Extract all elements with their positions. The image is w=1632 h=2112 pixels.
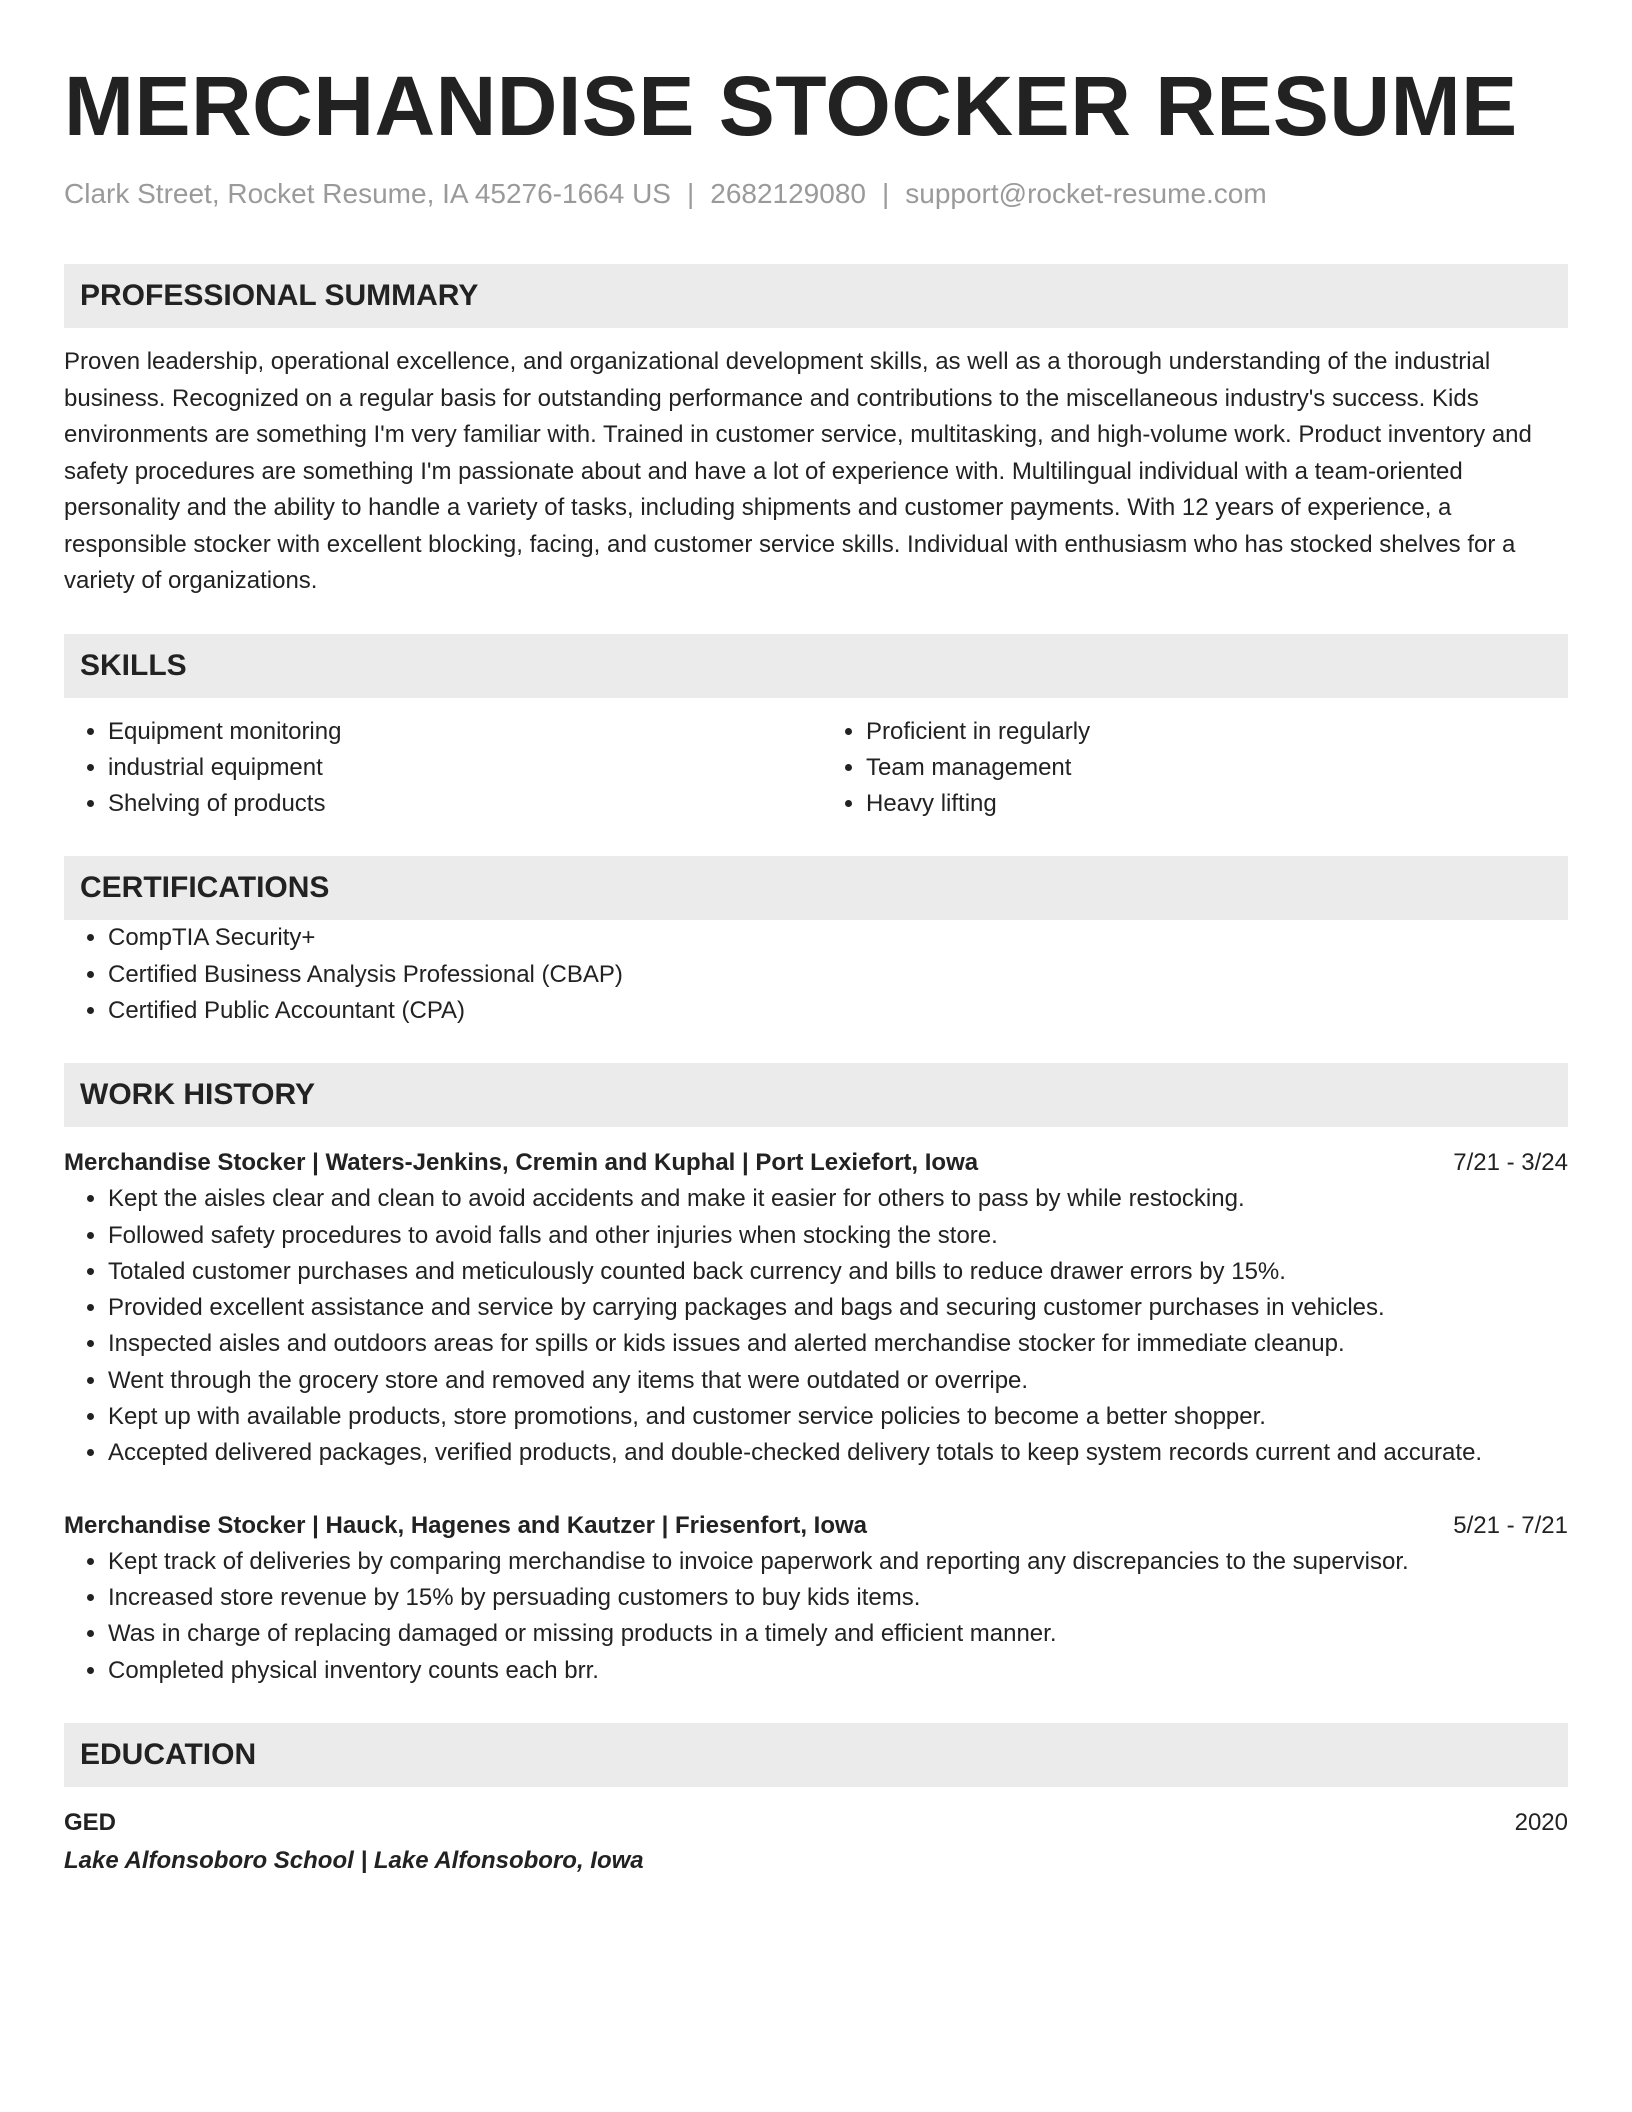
skills-list-left [64, 714, 816, 823]
certification-item: • Certified Business Analysis Professional (CBAP) [108, 957, 1568, 993]
job-bullet: • Was in charge of replacing damaged or missing products in a timely and efficient manner. [108, 1616, 1568, 1652]
education-header [64, 1805, 1568, 1841]
job-bullet: • Kept up with available products, store promotions, and customer service policies to become a better shopper. [108, 1399, 1568, 1435]
resume-title: MERCHANDISE STOCKER RESUME [64, 59, 1518, 153]
job-bullet: • Kept the aisles clear and clean to avoid accidents and make it easier for others to pass by while restocking. [108, 1181, 1568, 1217]
job-bullet: • Accepted delivered packages, verified products, and double-checked delivery totals to keep system records current and accurate. [108, 1435, 1568, 1471]
job-bullet: • Provided excellent assistance and service by carrying packages and bags and securing customer purchases in vehicles. [108, 1290, 1568, 1326]
job-header [64, 1145, 1568, 1181]
summary-text: Proven leadership, operational excellence, and organizational development skills, as well as a thorough understanding of the industrial business. Recognized on a regular basis for outstanding performance and contributions to the miscellaneous industry's success. Kids environments are something I'm very familiar with. Trained in customer service, multitasking, and high-volume work. Product inventory and safety procedures are something I'm passionate about and have a lot of experience with. Multilingual individual with a team-oriented personality and the ability to handle a variety of tasks, including shipments and customer payments. With 12 years of experience, a responsible stocker with excellent blocking, facing, and customer service skills. Individual with enthusiasm who has stocked shelves for a variety of organizations. [64, 348, 1532, 594]
job-dates: 5/21 - 7/21 [1453, 1511, 1568, 1539]
skill-item: • Shelving of products [108, 786, 816, 822]
skill-item: • Proficient in regularly [866, 714, 1568, 750]
education-degree: GED [64, 1808, 117, 1836]
job-dates: 7/21 - 3/24 [1453, 1149, 1568, 1177]
job-title: Merchandise Stocker | Hauck, Hagenes and Kautzer | Friesenfort, Iowa [64, 1511, 868, 1539]
contact-line [64, 176, 1568, 212]
section-header-skills: SKILLS [64, 634, 1568, 698]
job-bullet: • Increased store revenue by 15% by persuading customers to buy kids items. [108, 1580, 1568, 1616]
certifications-list [64, 920, 1568, 1029]
job-bullet: • Went through the grocery store and removed any items that were outdated or overripe. [108, 1363, 1568, 1399]
section-header-summary: PROFESSIONAL SUMMARY [64, 264, 1568, 328]
contact-email: support@rocket-resume.com [905, 178, 1267, 209]
job-bullets [64, 1181, 1568, 1471]
job-bullet: • Totaled customer purchases and meticulously counted back currency and bills to reduce drawer errors by 15%. [108, 1254, 1568, 1290]
contact-separator: | [881, 178, 890, 209]
skills-list-right [816, 714, 1568, 823]
contact-separator: | [686, 178, 695, 209]
job-bullet: • Followed safety procedures to avoid falls and other injuries when stocking the store. [108, 1218, 1568, 1254]
skills-grid [64, 714, 1568, 823]
job-header [64, 1508, 1568, 1544]
certification-item: • Certified Public Accountant (CPA) [108, 993, 1568, 1029]
contact-phone: 2682129080 [710, 178, 866, 209]
contact-address: Clark Street, Rocket Resume, IA 45276-1664 US [64, 178, 671, 209]
job-title: Merchandise Stocker | Waters-Jenkins, Cremin and Kuphal | Port Lexiefort, Iowa [64, 1149, 979, 1177]
section-header-certifications: CERTIFICATIONS [64, 856, 1568, 920]
certification-item: • CompTIA Security+ [108, 920, 1568, 956]
skill-item: • Team management [866, 750, 1568, 786]
job-bullet: • Completed physical inventory counts each brr. [108, 1653, 1568, 1689]
section-header-work-history: WORK HISTORY [64, 1063, 1568, 1127]
skill-item: • Heavy lifting [866, 786, 1568, 822]
job-bullet: • Kept track of deliveries by comparing merchandise to invoice paperwork and reporting any discrepancies to the supervisor. [108, 1544, 1568, 1580]
education-year: 2020 [1514, 1808, 1568, 1836]
education-school: Lake Alfonsoboro School | Lake Alfonsoboro, Iowa [64, 1846, 644, 1874]
skill-item: • Equipment monitoring [108, 714, 816, 750]
job-bullets [64, 1544, 1568, 1689]
job-bullet: • Inspected aisles and outdoors areas for spills or kids issues and alerted merchandise stocker for immediate cleanup. [108, 1326, 1568, 1362]
section-header-education: EDUCATION [64, 1723, 1568, 1787]
skill-item: • industrial equipment [108, 750, 816, 786]
